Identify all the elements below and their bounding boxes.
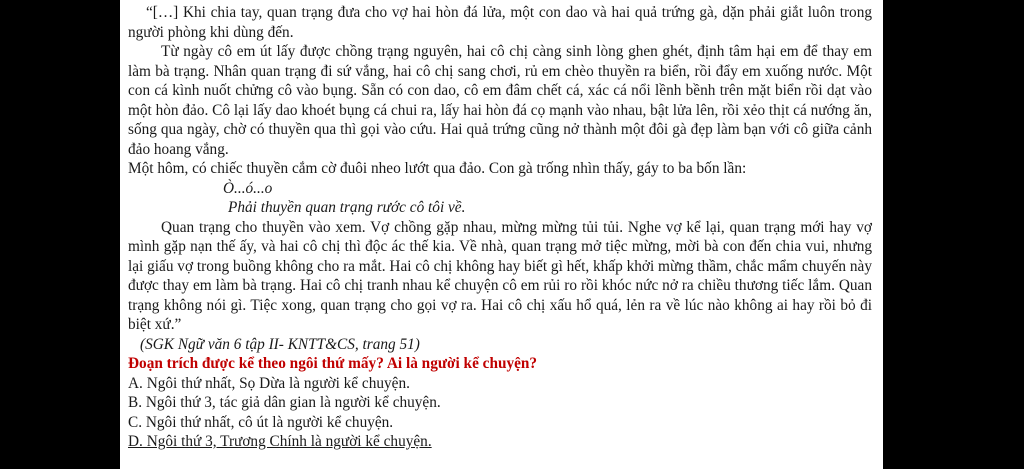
- passage-paragraph-1: “[…] Khi chia tay, quan trạng đưa cho vợ hai hòn đá lửa, một con dao và hai quả trứng gà, dặn phải giắt luôn trong người phòng khi dùng đến.: [128, 4, 872, 41]
- passage-paragraph-4: Quan trạng cho thuyền vào xem. Vợ chồng gặp nhau, mừng mừng tủi tủi. Nghe vợ kể lại, quan trạng mới hay vợ mình gặp nạn thế ấy, và hai cô chị thì độc ác thế kia. Về nhà, quan trạng mở tiệc mừng, mời bà con đến chia vui, nhưng lại giấu vợ trong buồng không cho ra mắt. Hai cô chị không hay biết gì hết, khấp khởi mừng thầm, chắc mẩm chuyến này được thay em làm bà trạng. Hai cô chị tranh nhau kể chuyện cô em rủi ro rồi khóc nức nở ra chiều thương tiếc lắm. Quan trạng không nói gì. Tiệc xong, quan trạng cho gọi vợ ra. Hai cô chị xấu hổ quá, lẻn ra về lúc nào không ai hay rồi bỏ đi biệt xứ.”: [128, 218, 872, 333]
- option-a: A. Ngôi thứ nhất, Sọ Dừa là người kể chuyện.: [128, 374, 410, 392]
- question-text: Đoạn trích được kể theo ngôi thứ mấy? Ai là người kể chuyện?: [128, 355, 538, 372]
- option-c: C. Ngôi thứ nhất, cô út là người kể chuyện.: [128, 413, 394, 431]
- passage-paragraph-2: Từ ngày cô em út lấy được chồng trạng nguyên, hai cô chị càng sinh lòng ghen ghét, định tâm hại em để thay em làm bà trạng. Nhân quan trạng đi sứ vắng, hai cô chị sang chơi, rủ em chèo thuyền ra biển, rồi đẩy em xuống nước. Một con cá kình nuốt chửng cô vào bụng. Sẵn có con dao, cô em đâm chết cá, xác cá nổi lềnh bềnh trên mặt biển rồi dạt vào một hòn đảo. Cô lại lấy dao khoét bụng cá chui ra, lấy hai hòn đá cọ mạnh vào nhau, bật lửa lên, rồi xẻo thịt cá nướng ăn, sống qua ngày, chờ có thuyền qua thì gọi vào cứu. Hai quả trứng cũng nở thành một đôi gà đẹp làm bạn với cô giữa cảnh đảo hoang vắng.: [128, 43, 872, 158]
- passage-paragraph-3: Một hôm, có chiếc thuyền cắm cờ đuôi nheo lướt qua đảo. Con gà trống nhìn thấy, gáy to ba bốn lần:: [128, 160, 747, 177]
- verse-line-2: Phải thuyền quan trạng rước cô tôi về.: [228, 199, 466, 216]
- option-b: B. Ngôi thứ 3, tác giả dân gian là người kể chuyện.: [128, 394, 441, 411]
- verse-line-1: Ò...ó...o: [223, 179, 273, 197]
- source-citation: (SGK Ngữ văn 6 tập II- KNTT&CS, trang 51): [140, 335, 420, 353]
- document-page: [120, 0, 883, 469]
- document-content: [128, 3, 872, 452]
- option-d: D. Ngôi thứ 3, Trương Chính là người kể chuyện.: [128, 433, 432, 450]
